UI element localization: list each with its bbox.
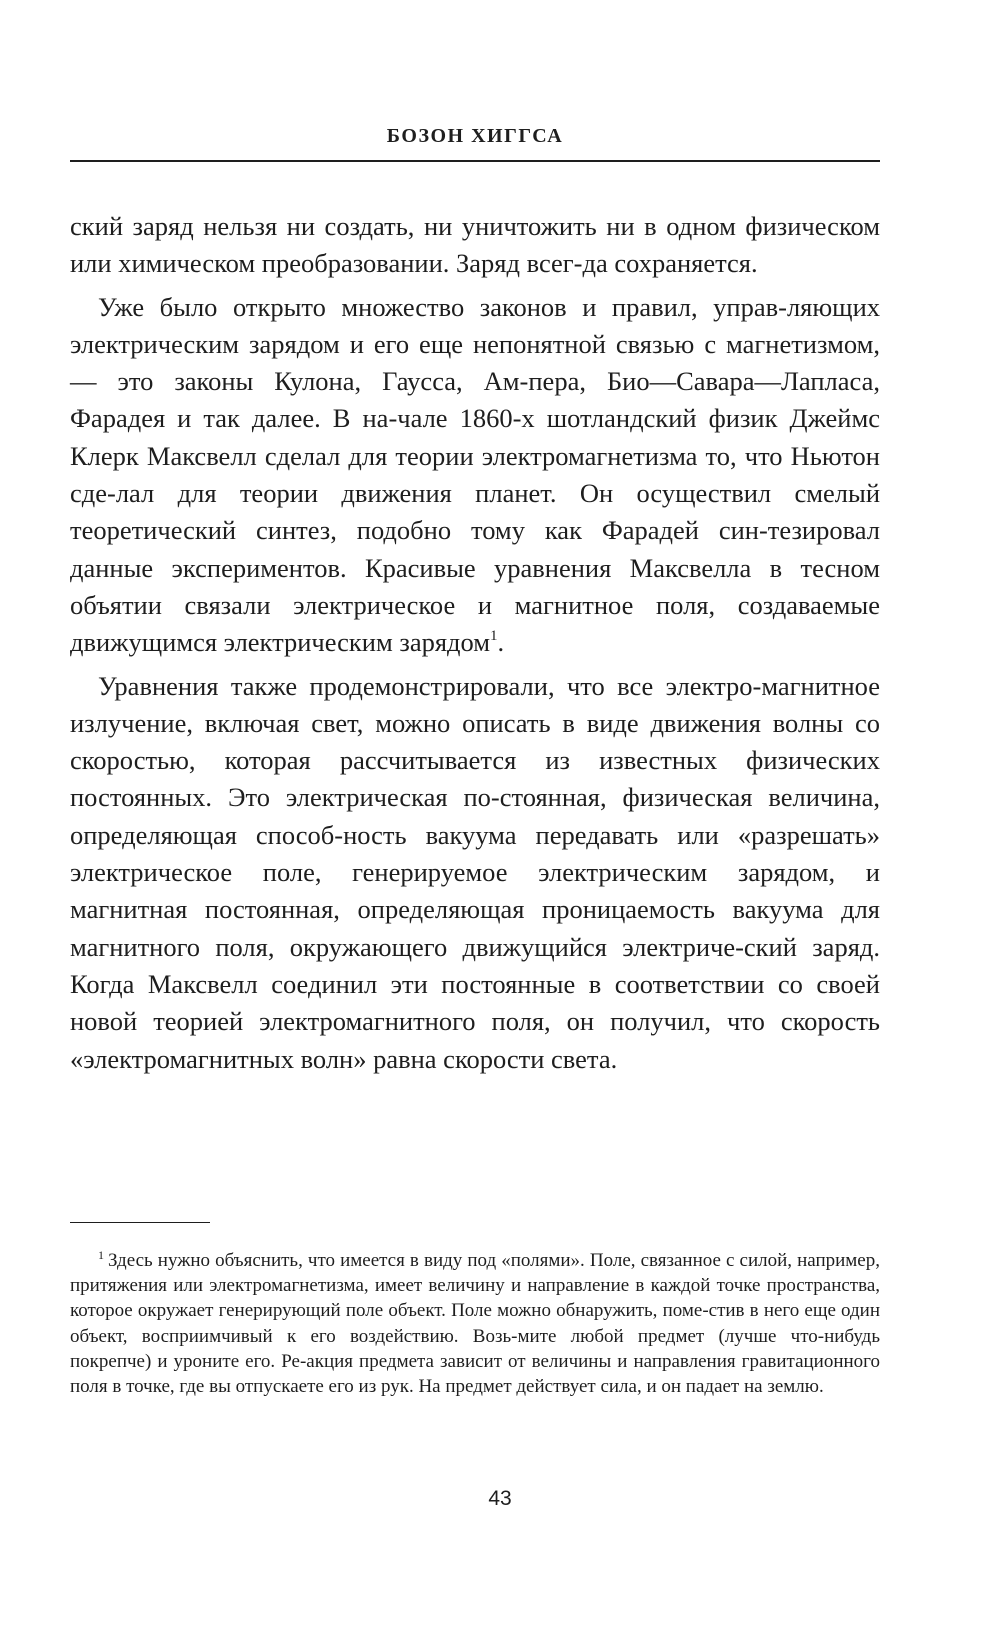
paragraph-2 — [70, 289, 880, 662]
footnote-text: Здесь нужно объяснить, что имеется в виду под «полями». Поле, связанное с силой, например, притяжения или электромагнетизма, имеет величину и направление в каждой точке пространства, которое окружает генерирующий поле объект. Поле можно обнаружить, поме-стив в него еще один объект, восприимчивый к его воздействию. Возь-мите любой предмет (лучше что-нибудь покрепче) и уроните его. Ре-акция предмета зависит от величины и направления гравитационного поля в точке, где вы отпускаете его из рук. На предмет действует сила, и он падает на землю. — [70, 1250, 880, 1398]
paragraph-2-tail: . — [497, 627, 505, 658]
footnote — [70, 1248, 880, 1399]
paragraph-1: ский заряд нельзя ни создать, ни уничтожить ни в одном физическом или химическом преобразовании. Заряд всег-да сохраняется. — [70, 211, 880, 279]
header-rule — [70, 160, 880, 162]
paragraph-3: Уравнения также продемонстрировали, что все электро-магнитное излучение, включая свет, можно описать в виде движения волны со скоростью, которая рассчитывается из известных физических постоянных. Это электрическая по-стоянная, физическая величина, определяющая способ-ность вакуума передавать или «разрешать» электрическое поле, генерируемое электрическим зарядом, и магнитная постоянная, определяющая проницаемость вакуума для магнитного поля, окружающего движущийся электриче-ский заряд. Когда Максвелл соединил эти постоянные в соответствии со своей новой теорией электромагнитного поля, он получил, что скорость «электромагнитных волн» равна скорости света. — [70, 670, 880, 1074]
footnote-marker: 1 — [98, 1248, 104, 1262]
footnote-reference[interactable]: 1 — [490, 628, 498, 645]
running-head: БОЗОН ХИГГСА — [386, 125, 564, 147]
paragraph-2-text: Уже было открыто множество законов и правил, управ-ляющих электрическим зарядом и его еще непонятной связью с магнетизмом, — это законы Кулона, Гаусса, Ам-пера, Био—Савара—Лапласа, Фарадея и так далее. В на-чале 1860-х шотландский физик Джеймс Клерк Максвелл сделал для теории электромагнетизма то, что Ньютон сде-лал для теории движения планет. Он осуществил смелый теоретический синтез, подобно тому как Фарадей син-тезировал данные экспериментов. Красивые уравнения Максвелла в тесном объятии связали электрическое и магнитное поля, создаваемые движущимся электрическим зарядом — [70, 291, 880, 658]
page-number: 43 — [488, 1487, 512, 1510]
footnote-rule — [70, 1222, 210, 1223]
body-text — [70, 208, 880, 1078]
